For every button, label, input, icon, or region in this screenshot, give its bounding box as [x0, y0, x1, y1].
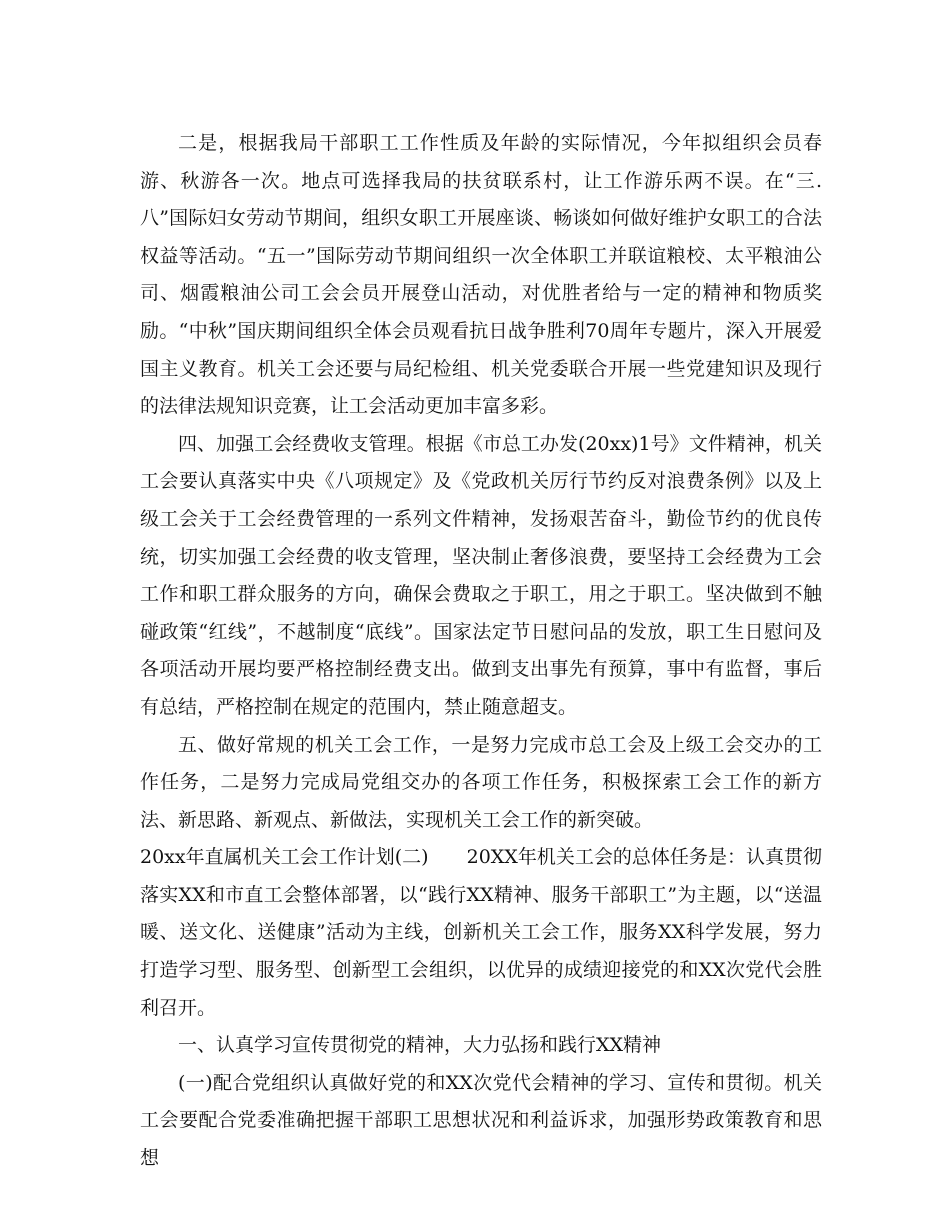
section-heading-study-spirit: 一、认真学习宣传贯彻党的精神，大力弘扬和践行XX精神 [178, 1034, 662, 1057]
paragraph-cooperate-party: (一)配合党组织认真做好党的和XX次党代会精神的学习、宣传和贯彻。机关工会要配合党委准确把握干部职工思想状况和利益诉求，加强形势政策教育和思想 [140, 1071, 822, 1170]
paragraph-work-plan-two: 20xx年直属机关工会工作计划(二) 20XX年机关工会的总体任务是：认真贯彻落实XX和市直工会整体部署，以“践行XX精神、服务干部职工”为主题，以“送温暖、送文化、送健康”活动为主线，创新机关工会工作，服务XX科学发展，努力打造学习型、服务型、创新型工会组织，以优异的成绩迎接党的和XX次党代会胜利召开。 [140, 846, 822, 1019]
paragraph-routine-work: 五、做好常规的机关工会工作，一是努力完成市总工会及上级工会交办的工作任务，二是努力完成局党组交办的各项工作任务，积极探索工会工作的新方法、新思路、新观点、新做法，实现机关工会工作的新突破。 [140, 733, 822, 831]
paragraph-funds-management: 四、加强工会经费收支管理。根据《市总工办发(20xx)1号》文件精神，机关工会要认真落实中央《八项规定》及《党政机关厉行节约反对浪费条例》以及上级工会关于工会经费管理的一系列文件精神，发扬艰苦奋斗，勤俭节约的优良传统，切实加强工会经费的收支管理，坚决制止奢侈浪费，要坚持工会经费为工会工作和职工群众服务的方向，确保会费取之于职工，用之于职工。坚决做到不触碰政策“红线”，不越制度“底线”。国家法定节日慰问品的发放，职工生日慰问及各项活动开展均要严格控制经费支出。做到支出事先有预算，事中有监督，事后有总结，严格控制在规定的范围内，禁止随意超支。 [140, 432, 822, 718]
document-page [140, 125, 822, 1178]
paragraph-spring-autumn-outing: 二是，根据我局干部职工工作性质及年龄的实际情况，今年拟组织会员春游、秋游各一次。地点可选择我局的扶贫联系村，让工作游乐两不误。在“三.八”国际妇女劳动节期间，组织女职工开展座谈、畅谈如何做好维护女职工的合法权益等活动。“五一”国际劳动节期间组织一次全体职工并联谊粮校、太平粮油公司、烟霞粮油公司工会会员开展登山活动，对优胜者给与一定的精神和物质奖励。“中秋”国庆期间组织全体会员观看抗日战争胜利70周年专题片，深入开展爱国主义教育。机关工会还要与局纪检组、机关党委联合开展一些党建知识及现行的法律法规知识竞赛，让工会活动更加丰富多彩。 [140, 132, 822, 418]
